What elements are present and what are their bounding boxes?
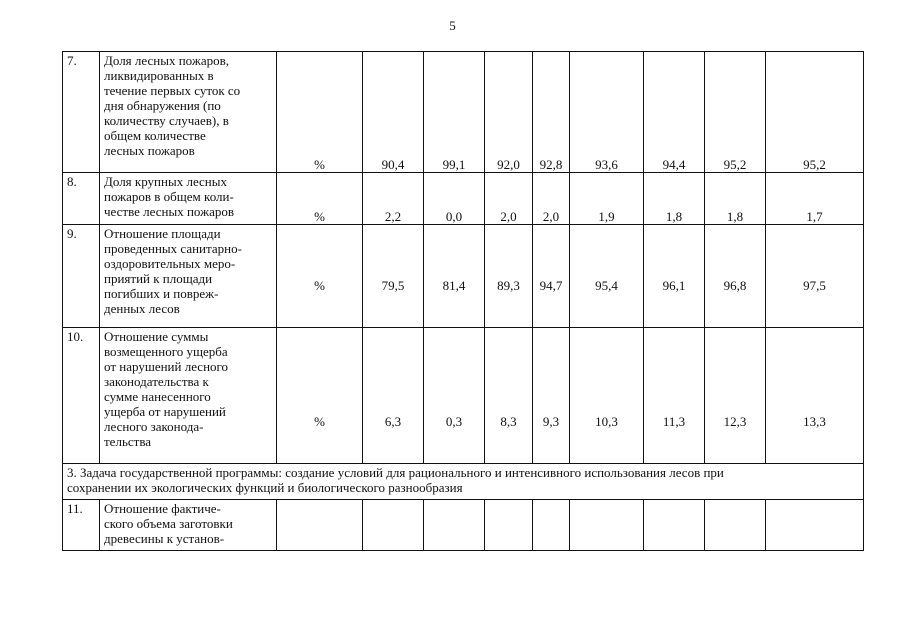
value-cell: 94,4 (644, 52, 705, 173)
value-cell: 0,0 (424, 173, 485, 225)
value-cell: 96,1 (644, 225, 705, 328)
value-cell: 99,1 (424, 52, 485, 173)
value-cell (424, 500, 485, 551)
unit-cell: % (277, 52, 363, 173)
indicator-name: Доля крупных лесных пожаров в общем коли- честве лесных пожаров (100, 173, 277, 225)
row-number: 8. (63, 173, 100, 225)
value-cell: 2,0 (485, 173, 533, 225)
value-cell: 2,2 (363, 173, 424, 225)
value-cell: 13,3 (766, 328, 864, 464)
value-cell (533, 500, 570, 551)
table-row (63, 52, 864, 173)
value-cell: 79,5 (363, 225, 424, 328)
unit-cell (277, 500, 363, 551)
value-cell: 1,7 (766, 173, 864, 225)
value-cell: 94,7 (533, 225, 570, 328)
table-row (63, 225, 864, 328)
value-cell: 9,3 (533, 328, 570, 464)
value-cell: 90,4 (363, 52, 424, 173)
value-cell: 8,3 (485, 328, 533, 464)
value-cell: 2,0 (533, 173, 570, 225)
row-number: 9. (63, 225, 100, 328)
value-cell: 92,0 (485, 52, 533, 173)
value-cell (363, 500, 424, 551)
value-cell: 1,9 (570, 173, 644, 225)
unit-cell: % (277, 225, 363, 328)
value-cell: 11,3 (644, 328, 705, 464)
unit-cell: % (277, 328, 363, 464)
value-cell: 95,2 (705, 52, 766, 173)
value-cell: 6,3 (363, 328, 424, 464)
section-heading-row (63, 464, 864, 500)
page-number: 5 (449, 18, 456, 33)
value-cell: 81,4 (424, 225, 485, 328)
value-cell: 96,8 (705, 225, 766, 328)
value-cell: 97,5 (766, 225, 864, 328)
value-cell (644, 500, 705, 551)
row-number: 7. (63, 52, 100, 173)
table-row (63, 328, 864, 464)
value-cell: 12,3 (705, 328, 766, 464)
value-cell (485, 500, 533, 551)
value-cell: 95,4 (570, 225, 644, 328)
indicator-name: Доля лесных пожаров, ликвидированных в течение первых суток со дня обнаружения (по количеству случаев), в общем количестве лесных пожаров (100, 52, 277, 173)
indicator-name: Отношение площади проведенных санитарно- оздоровительных меро- приятий к площади погибших и повреж- денных лесов (100, 225, 277, 328)
row-number: 10. (63, 328, 100, 464)
indicator-name: Отношение суммы возмещенного ущерба от нарушений лесного законодательства к сумме нанесенного ущерба от нарушений лесного законода- тельства (100, 328, 277, 464)
value-cell: 1,8 (644, 173, 705, 225)
value-cell (766, 500, 864, 551)
value-cell: 1,8 (705, 173, 766, 225)
section-heading: 3. Задача государственной программы: создание условий для рационального и интенсивного использования лесов при сохранении их экологических функций и биологического разнообразия (63, 464, 864, 500)
value-cell: 0,3 (424, 328, 485, 464)
value-cell: 10,3 (570, 328, 644, 464)
table-row (63, 500, 864, 551)
table-row (63, 173, 864, 225)
value-cell: 93,6 (570, 52, 644, 173)
value-cell (705, 500, 766, 551)
value-cell (570, 500, 644, 551)
unit-cell: % (277, 173, 363, 225)
row-number: 11. (63, 500, 100, 551)
value-cell: 89,3 (485, 225, 533, 328)
indicator-name: Отношение фактиче- ского объема заготовки древесины к установ- (100, 500, 277, 551)
indicators-table (62, 51, 864, 551)
value-cell: 92,8 (533, 52, 570, 173)
value-cell: 95,2 (766, 52, 864, 173)
